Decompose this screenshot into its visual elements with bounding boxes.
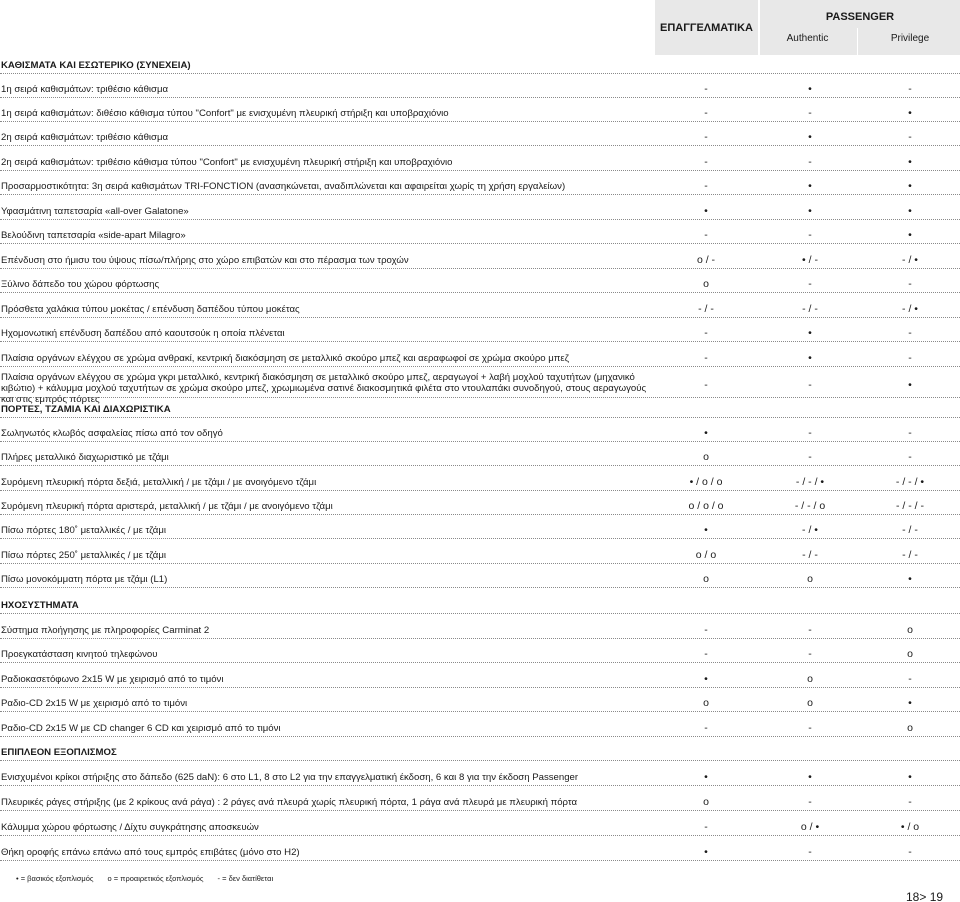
legend-optional: o = προαιρετικός εξοπλισμός — [107, 874, 204, 883]
value-privilege: o — [907, 722, 913, 734]
row-divider — [0, 638, 960, 639]
row-divider — [0, 73, 960, 74]
row-label: Πίσω πόρτες 250˚ μεταλλικές / με τζάμι — [1, 550, 166, 561]
value-authentic: - / - — [802, 303, 818, 315]
value-privilege: • — [908, 771, 912, 783]
value-privilege: • — [908, 156, 912, 168]
row-divider — [0, 490, 960, 491]
row-label: Πλευρικές ράγες στήριξης (με 2 κρίκους ανά ράγα) : 2 ράγες ανά πλευρά χωρίς πλευρική πόρτα, 1 ράγα ανά πλευρά με πλευρική πόρτα — [1, 797, 578, 808]
value-authentic: - — [808, 427, 812, 439]
row-divider — [0, 170, 960, 171]
value-authentic: - — [808, 648, 812, 660]
row-divider — [0, 736, 960, 737]
value-professional: - — [704, 722, 708, 734]
value-professional: o — [703, 573, 709, 585]
value-professional: - — [704, 156, 708, 168]
row-divider — [0, 145, 960, 146]
value-authentic: - / - — [802, 549, 818, 561]
value-authentic: • — [808, 771, 812, 783]
row-label: 2η σειρά καθισμάτων: τριθέσιο κάθισμα — [1, 132, 169, 143]
row-divider — [0, 538, 960, 539]
value-professional: - — [704, 352, 708, 364]
row-divider — [0, 417, 960, 418]
value-professional: - — [704, 131, 708, 143]
value-privilege: • — [908, 180, 912, 192]
row-divider — [0, 121, 960, 122]
value-privilege: - / - / • — [895, 476, 925, 488]
row-divider — [0, 465, 960, 466]
row-label: Σύστημα πλοήγησης με πληροφορίες Carminat 2 — [1, 625, 210, 636]
section-title: ΕΠΙΠΛΕΟΝ ΕΞΟΠΛΙΣΜΟΣ — [1, 747, 117, 758]
row-divider — [0, 397, 960, 398]
row-label: Ραδιο-CD 2x15 W με χειρισμό από το τιμόνι — [1, 698, 188, 709]
row-divider — [0, 292, 960, 293]
value-professional: - — [704, 648, 708, 660]
value-privilege: • — [908, 573, 912, 585]
value-professional: o — [703, 451, 709, 463]
value-professional: o — [703, 697, 709, 709]
value-privilege: - / • — [902, 303, 918, 315]
value-privilege: - — [908, 278, 912, 290]
row-divider — [0, 243, 960, 244]
row-label: Συρόμενη πλευρική πόρτα αριστερά, μεταλλική / με τζάμι / με ανοιγόμενο τζάμι — [1, 501, 333, 512]
value-authentic: o / • — [800, 821, 820, 833]
row-label: Υφασμάτινη ταπετσαρία «all-over Galatone» — [1, 206, 189, 217]
row-divider — [0, 97, 960, 98]
value-professional: - — [704, 821, 708, 833]
value-authentic: - / • — [802, 524, 818, 536]
value-professional: o / o — [695, 549, 717, 561]
row-label: Ενισχυμένοι κρίκοι στήριξης στο δάπεδο (625 daN): 6 στο L1, 8 στο L2 για την επαγγελματική έκδοση, 6 και 8 για την έκδοση Passenger — [1, 772, 579, 783]
legend-standard: • = βασικός εξοπλισμός — [16, 874, 94, 883]
value-professional: • — [704, 673, 708, 685]
legend — [16, 874, 273, 883]
row-divider — [0, 662, 960, 663]
value-authentic: o — [807, 573, 813, 585]
header-passenger-label: PASSENGER — [825, 11, 895, 23]
row-divider — [0, 441, 960, 442]
value-professional: • — [704, 846, 708, 858]
row-divider — [0, 341, 960, 342]
row-label: Πλαίσια οργάνων ελέγχου σε χρώμα ανθρακί, κεντρική διακόσμηση σε μεταλλικό σκούρο μπεζ και αεραφωφοί σε χρώμα σκούρο μπεζ — [1, 353, 569, 364]
value-privilege: - / - — [902, 549, 918, 561]
value-privilege: - — [908, 131, 912, 143]
value-privilege: - — [908, 327, 912, 339]
row-divider — [0, 613, 960, 614]
value-authentic: - / - / o — [794, 500, 826, 512]
row-label: Βελούδινη ταπετσαρία «side-apart Milagro» — [1, 230, 186, 241]
row-label: 1η σειρά καθισμάτων: διθέσιο κάθισμα τύπου "Confort" με ενισχυμένη πλευρική στήριξη και υποβραχιόνιο — [1, 108, 449, 119]
row-divider — [0, 810, 960, 811]
value-authentic: • / - — [802, 254, 818, 266]
value-authentic: • — [808, 352, 812, 364]
row-label: Προεγκατάσταση κινητού τηλεφώνου — [1, 649, 158, 660]
value-professional: o — [703, 796, 709, 808]
value-professional: - — [704, 624, 708, 636]
value-authentic: • — [808, 327, 812, 339]
value-authentic: - — [808, 278, 812, 290]
page-number: 18> 19 — [906, 890, 944, 902]
value-professional: • — [704, 205, 708, 217]
row-label: Θήκη οροφής επάνω επάνω από τους εμπρός επιβάτες (μόνο στο H2) — [1, 847, 300, 858]
row-label: Σωληνωτός κλωβός ασφαλείας πίσω από τον οδηγό — [1, 428, 223, 439]
value-privilege: • — [908, 697, 912, 709]
value-authentic: • — [808, 180, 812, 192]
value-authentic: - — [808, 624, 812, 636]
row-label: Πίσω πόρτες 180˚ μεταλλικές / με τζάμι — [1, 525, 166, 536]
row-divider — [0, 366, 960, 367]
value-privilege: - — [908, 83, 912, 95]
value-professional: • / o / o — [689, 476, 723, 488]
header-authentic-label: Authentic — [786, 33, 829, 44]
value-professional: - — [704, 180, 708, 192]
value-authentic: o — [807, 697, 813, 709]
value-privilege: • — [908, 107, 912, 119]
value-professional: - / - — [698, 303, 714, 315]
value-authentic: - — [808, 107, 812, 119]
section-title: ΗΧΟΣΥΣΤΗΜΑΤΑ — [1, 600, 79, 611]
value-authentic: • — [808, 83, 812, 95]
value-privilege: • / o — [900, 821, 920, 833]
value-authentic: - — [808, 846, 812, 858]
row-label: 1η σειρά καθισμάτων: τριθέσιο κάθισμα — [1, 84, 169, 95]
row-divider — [0, 514, 960, 515]
value-authentic: • — [808, 205, 812, 217]
row-divider — [0, 760, 960, 761]
value-privilege: - — [908, 673, 912, 685]
value-privilege: - — [908, 796, 912, 808]
value-authentic: - — [808, 451, 812, 463]
value-privilege: - — [908, 846, 912, 858]
value-authentic: - — [808, 156, 812, 168]
row-label: Ραδιο-CD 2x15 W με CD changer 6 CD και χειρισμό από το τιμόνι — [1, 723, 281, 734]
row-label: Συρόμενη πλευρική πόρτα δεξιά, μεταλλική / με τζάμι / με ανοιγόμενο τζάμι — [1, 477, 317, 488]
value-professional: • — [704, 771, 708, 783]
row-label: Πλήρες μεταλλικό διαχωριστικό με τζάμι — [1, 452, 169, 463]
row-divider — [0, 268, 960, 269]
value-authentic: - — [808, 722, 812, 734]
value-privilege: - / • — [902, 254, 918, 266]
row-label: Προσαρμοστικότητα: 3η σειρά καθισμάτων TRI-FONCTION (ανασηκώνεται, αναδιπλώνεται και αφαιρείται χωρίς τη χρήση εργαλείων) — [1, 181, 566, 192]
section-title: ΚΑΘΙΣΜΑΤΑ ΚΑΙ ΕΣΩΤΕΡΙΚΟ (ΣΥΝΕΧΕΙΑ) — [1, 60, 191, 71]
value-authentic: o — [807, 673, 813, 685]
value-privilege: • — [908, 379, 912, 391]
row-label: Πλαίσια οργάνων ελέγχου σε χρώμα γκρι μεταλλικό, κεντρική διακόσμηση σε μεταλλικό σκούρο μπεζ, αεραγωγοί + λαβή μοχλού ταχυτήτων (μηχανικό κιβώτιο) + κάλυμμα μοχλού ταχυτήτων σε χρώμα σκούρο μπεζ, χρωμιωμένα σατινέ διακοσμητικά φιλέτα στο ντουλαπάκι συνοδηγού, στους αεραγωγούς και στις εμπρός πόρτες — [1, 372, 647, 405]
row-divider — [0, 860, 960, 861]
row-label: Ραδιοκασετόφωνο 2x15 W με χειρισμό από το τιμόνι — [1, 674, 224, 685]
row-divider — [0, 785, 960, 786]
section-title: ΠΟΡΤΕΣ, ΤΖΑΜΙΑ ΚΑΙ ΔΙΑΧΩΡΙΣΤΙΚΑ — [1, 404, 171, 415]
value-professional: - — [704, 379, 708, 391]
legend-none: - = δεν διατίθεται — [217, 874, 274, 883]
value-professional: o / o / o — [688, 500, 724, 512]
row-label: Κάλυμμα χώρου φόρτωσης / Δίχτυ συγκράτησης αποσκευών — [1, 822, 259, 833]
row-label: Πίσω μονοκόμματη πόρτα με τζάμι (L1) — [1, 574, 168, 585]
value-authentic: - — [808, 379, 812, 391]
value-professional: • — [704, 427, 708, 439]
row-divider — [0, 587, 960, 588]
row-label: Επένδυση στο ήμισυ του ύψους πίσω/πλήρης στο χώρο επιβατών και στο πέρασμα των τροχών — [1, 255, 409, 266]
value-privilege: • — [908, 229, 912, 241]
value-privilege: - — [908, 451, 912, 463]
header-professional-label: ΕΠΑΓΓΕΛΜΑΤΙΚΑ — [660, 21, 753, 34]
value-professional: • — [704, 524, 708, 536]
value-privilege: - / - / - — [896, 500, 924, 512]
row-label: 2η σειρά καθισμάτων: τριθέσιο κάθισμα τύπου "Confort" με ενισχυμένη πλευρική στήριξη και υποβραχιόνιο — [1, 157, 453, 168]
value-privilege: • — [908, 205, 912, 217]
row-label: Ηχομονωτική επένδυση δαπέδου από καουτσούκ η οποία πλένεται — [1, 328, 285, 339]
value-privilege: - — [908, 352, 912, 364]
value-professional: - — [704, 229, 708, 241]
value-professional: - — [704, 107, 708, 119]
value-professional: - — [704, 327, 708, 339]
value-privilege: o — [907, 648, 913, 660]
value-professional: - — [704, 83, 708, 95]
row-label: Ξύλινο δάπεδο του χώρου φόρτωσης — [1, 279, 160, 290]
row-divider — [0, 194, 960, 195]
value-authentic: - — [808, 229, 812, 241]
value-authentic: - — [808, 796, 812, 808]
row-divider — [0, 835, 960, 836]
value-authentic: • — [808, 131, 812, 143]
value-professional: o / - — [696, 254, 716, 266]
row-label: Πρόσθετα χαλάκια τύπου μοκέτας / επένδυση δαπέδου τύπου μοκέτας — [1, 304, 300, 315]
value-privilege: - / - — [902, 524, 918, 536]
row-divider — [0, 317, 960, 318]
value-professional: o — [703, 278, 709, 290]
value-privilege: o — [907, 624, 913, 636]
value-authentic: - / - / • — [795, 476, 825, 488]
row-divider — [0, 711, 960, 712]
value-privilege: - — [908, 427, 912, 439]
row-divider — [0, 219, 960, 220]
row-divider — [0, 563, 960, 564]
row-divider — [0, 687, 960, 688]
header-privilege-label: Privilege — [890, 33, 930, 44]
